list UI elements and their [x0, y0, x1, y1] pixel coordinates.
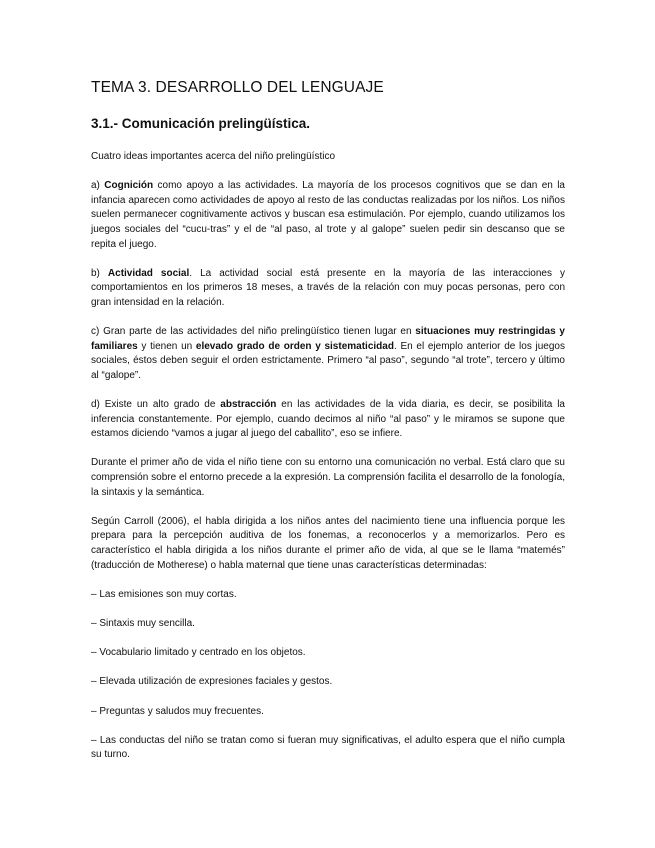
- section-title: 3.1.- Comunicación prelingüística.: [91, 116, 311, 131]
- idea-a-text: como apoyo a las actividades. La mayoría de los procesos cognitivos que se dan en la infancia aparecen como actividades de apoyo al resto de las conductas realizadas por los niños. Los niños suelen permanecer cognitivamente activos y buscan esa estimulación. Por ejemplo, cuando utilizamos los juegos sociales del “cucu-tras” y el de “al paso, al trote y al galope” suelen pedir sin descanso que se repita el juego.: [91, 180, 565, 250]
- idea-a-prefix: a): [91, 180, 105, 192]
- idea-d-bold: abstracción: [220, 399, 277, 411]
- idea-c-middle: y tienen un: [137, 340, 196, 352]
- intro-text: Cuatro ideas importantes acerca del niño prelingüístico: [91, 151, 336, 162]
- idea-d-text: en las actividades de la vida diaria, es decir, se posibilita la inferencia constantemente. Por ejemplo, cuando decimos al niño “al paso” y le miramos se supone que estamos diciendo “vamos a jugar al juego del caballito”, eso se infiere.: [91, 399, 565, 440]
- idea-b-paragraph: [91, 267, 565, 311]
- list-item-2: – Sintaxis muy sencilla.: [91, 618, 195, 629]
- idea-c-bold-2: elevado grado de orden y sistematicidad: [195, 340, 394, 352]
- document-page: [91, 78, 565, 763]
- idea-d-paragraph: [91, 398, 565, 442]
- list-item-3: – Vocabulario limitado y centrado en los objetos.: [91, 647, 306, 659]
- idea-c-bold-1: situaciones muy restringidas y familiares: [91, 326, 565, 352]
- list-item-6: – Las conductas del niño se tratan como si fueran muy significativas, el adulto espera que el niño cumpla su turno.: [91, 734, 565, 761]
- list-item-4: – Elevada utilización de expresiones faciales y gestos.: [91, 676, 333, 688]
- idea-c-paragraph: [91, 325, 565, 383]
- idea-a-paragraph: [91, 179, 565, 252]
- body-paragraph-1: Durante el primer año de vida el niño tiene con su entorno una comunicación no verbal. Está claro que su comprensión sobre el entorno precede a la expresión. La comprensión facilita el desarrollo de la fonología, la sintaxis y la semántica.: [91, 457, 565, 498]
- idea-c-text: . En el ejemplo anterior de los juegos sociales, éstos deben seguir el orden estrictamente. Primero “al paso”, segundo “al trote”, tercero y último al “galope”.: [91, 340, 565, 381]
- body-paragraph-2: Según Carroll (2006), el habla dirigida a los niños antes del nacimiento tiene una influencia porque les prepara para la percepción auditiva de los fonemas, a reconocerlos y a memorizarlos. Pero es característico el habla dirigida a los niños durante el primer año de vida, al que se le llama “matemés” (traducción de Motherese) o habla maternal que tiene unas características determinadas:: [91, 515, 565, 571]
- idea-b-prefix: b): [91, 267, 108, 279]
- idea-b-text: . La actividad social está presente en la mayoría de las interacciones y comportamientos en los primeros 18 meses, a través de la relación con muy pocas personas, pero con gran intensidad en la relación.: [91, 267, 566, 308]
- document-title: TEMA 3. DESARROLLO DEL LENGUAJE: [91, 79, 384, 96]
- idea-d-prefix: d) Existe un alto grado de: [91, 399, 221, 411]
- idea-a-bold: Cognición: [104, 180, 154, 192]
- idea-b-bold: Actividad social: [107, 267, 190, 279]
- list-item-5: – Preguntas y saludos muy frecuentes.: [91, 705, 264, 717]
- idea-c-prefix: c) Gran parte de las actividades del niño prelingüístico tienen lugar en: [91, 326, 416, 338]
- list-item-1: – Las emisiones son muy cortas.: [91, 588, 237, 600]
